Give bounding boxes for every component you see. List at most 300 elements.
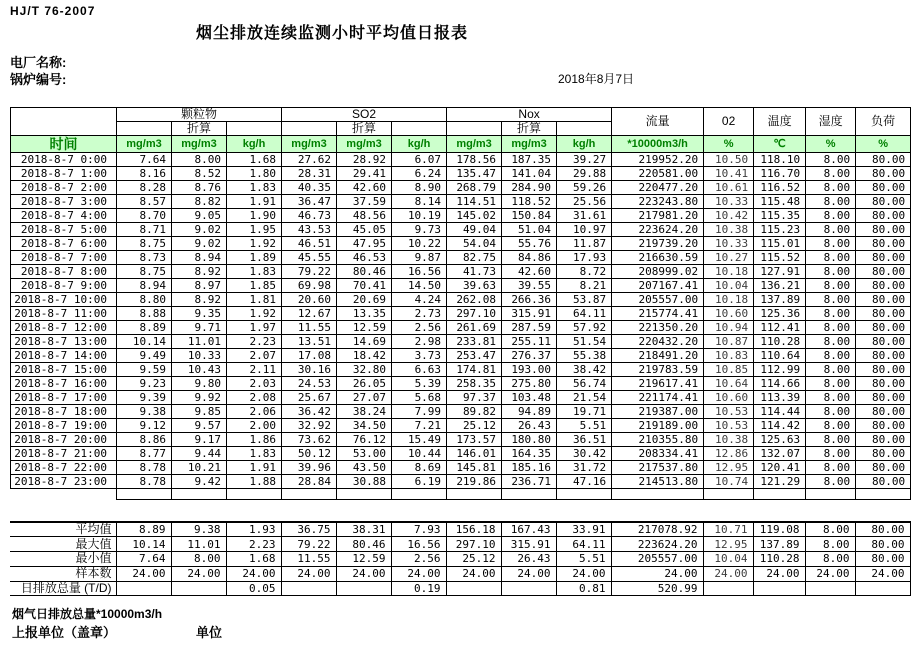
summary-label: 最小值 [10, 552, 116, 567]
value-cell: 10.61 [704, 181, 754, 195]
value-cell: 1.88 [227, 475, 282, 489]
value-cell: 110.64 [754, 349, 806, 363]
value-cell: 9.44 [172, 447, 227, 461]
value-cell: 8.72 [557, 265, 612, 279]
value-cell: 8.00 [806, 377, 856, 391]
value-cell: 10.14 [117, 335, 172, 349]
value-cell: 8.75 [117, 237, 172, 251]
value-cell: 8.86 [117, 433, 172, 447]
value-cell: 10.33 [704, 237, 754, 251]
value-cell: 275.80 [502, 377, 557, 391]
summary-value-cell: 36.75 [281, 522, 336, 537]
plant-name-label: 电厂名称: [10, 55, 67, 70]
report-date: 2018年8月7日 [558, 72, 635, 86]
value-cell: 1.68 [227, 153, 282, 167]
value-cell: 16.56 [392, 265, 447, 279]
unit-time-header: 时间 [11, 136, 117, 153]
value-cell: 1.83 [227, 447, 282, 461]
value-cell: 36.47 [282, 195, 337, 209]
value-cell: 8.71 [117, 223, 172, 237]
value-cell: 6.24 [392, 167, 447, 181]
value-cell: 287.59 [502, 321, 557, 335]
value-cell: 1.86 [227, 433, 282, 447]
value-cell: 9.38 [117, 405, 172, 419]
value-cell: 10.19 [392, 209, 447, 223]
time-cell: 2018-8-7 12:00 [11, 321, 117, 335]
summary-value-cell: 2.23 [226, 537, 281, 552]
value-cell: 2.06 [227, 405, 282, 419]
unit-cell: mg/m3 [282, 136, 337, 153]
value-cell: 9.39 [117, 391, 172, 405]
value-cell: 174.81 [447, 363, 502, 377]
value-cell: 53.87 [557, 293, 612, 307]
value-cell: 1.92 [227, 237, 282, 251]
value-cell: 8.00 [806, 209, 856, 223]
subheader-converted: 折算 [172, 122, 227, 136]
value-cell: 118.52 [502, 195, 557, 209]
group-header-pm: 颗粒物 [117, 108, 282, 122]
summary-value-cell: 25.12 [446, 552, 501, 567]
value-cell: 8.28 [117, 181, 172, 195]
value-cell: 8.00 [806, 265, 856, 279]
value-cell: 114.42 [754, 419, 806, 433]
value-cell: 89.82 [447, 405, 502, 419]
table-row [11, 251, 911, 265]
value-cell: 208999.02 [612, 265, 704, 279]
value-cell: 80.00 [856, 363, 911, 377]
summary-value-cell: 12.59 [336, 552, 391, 567]
summary-value-cell: 315.91 [501, 537, 556, 552]
value-cell: 29.41 [337, 167, 392, 181]
value-cell: 8.00 [806, 279, 856, 293]
value-cell: 2.11 [227, 363, 282, 377]
summary-value-cell: 64.11 [556, 537, 611, 552]
table-row [11, 279, 911, 293]
value-cell: 27.07 [337, 391, 392, 405]
value-cell: 2.23 [227, 335, 282, 349]
summary-value-cell: 1.68 [226, 552, 281, 567]
value-cell: 116.52 [754, 181, 806, 195]
summary-value-cell: 80.00 [855, 522, 910, 537]
value-cell: 10.42 [704, 209, 754, 223]
group-header-o2: 02 [704, 108, 754, 136]
value-cell: 46.73 [282, 209, 337, 223]
value-cell: 208334.41 [612, 447, 704, 461]
value-cell: 54.04 [447, 237, 502, 251]
summary-value-cell: 80.46 [336, 537, 391, 552]
time-cell: 2018-8-7 15:00 [11, 363, 117, 377]
blank-cell [856, 489, 911, 500]
summary-value-cell: 24.00 [611, 566, 703, 581]
table-row [11, 363, 911, 377]
value-cell: 8.00 [806, 237, 856, 251]
unit-cell: *10000m3/h [612, 136, 704, 153]
value-cell: 8.90 [392, 181, 447, 195]
value-cell: 8.80 [117, 293, 172, 307]
value-cell: 115.01 [754, 237, 806, 251]
time-cell: 2018-8-7 19:00 [11, 419, 117, 433]
value-cell: 9.71 [172, 321, 227, 335]
summary-value-cell: 33.91 [556, 522, 611, 537]
value-cell: 76.12 [337, 433, 392, 447]
time-cell: 2018-8-7 11:00 [11, 307, 117, 321]
value-cell: 132.07 [754, 447, 806, 461]
group-header-nox: Nox [447, 108, 612, 122]
value-cell: 112.41 [754, 321, 806, 335]
value-cell: 8.00 [806, 405, 856, 419]
value-cell: 9.87 [392, 251, 447, 265]
value-cell: 28.31 [282, 167, 337, 181]
summary-value-cell: 24.00 [116, 566, 171, 581]
table-row [11, 391, 911, 405]
summary-label: 最大值 [10, 537, 116, 552]
value-cell: 9.35 [172, 307, 227, 321]
table-row [11, 335, 911, 349]
value-cell: 8.73 [117, 251, 172, 265]
value-cell: 25.12 [447, 419, 502, 433]
value-cell: 6.63 [392, 363, 447, 377]
value-cell: 180.80 [502, 433, 557, 447]
value-cell: 219387.00 [612, 405, 704, 419]
summary-value-cell: 24.00 [753, 566, 805, 581]
value-cell: 10.41 [704, 167, 754, 181]
subheader-cell [282, 122, 337, 136]
value-cell: 47.95 [337, 237, 392, 251]
value-cell: 46.53 [337, 251, 392, 265]
unit-cell: kg/h [392, 136, 447, 153]
table-row [11, 307, 911, 321]
value-cell: 82.75 [447, 251, 502, 265]
value-cell: 47.16 [557, 475, 612, 489]
blank-cell [754, 489, 806, 500]
value-cell: 79.22 [282, 265, 337, 279]
summary-label: 样本数 [10, 566, 116, 581]
value-cell: 40.35 [282, 181, 337, 195]
subheader-converted: 折算 [337, 122, 392, 136]
value-cell: 17.93 [557, 251, 612, 265]
blank-cell [227, 489, 282, 500]
summary-value-cell: 167.43 [501, 522, 556, 537]
value-cell: 315.91 [502, 307, 557, 321]
value-cell: 9.02 [172, 237, 227, 251]
value-cell: 80.00 [856, 461, 911, 475]
summary-value-cell: 24.00 [281, 566, 336, 581]
value-cell: 120.41 [754, 461, 806, 475]
unit-cell: % [856, 136, 911, 153]
value-cell: 80.00 [856, 405, 911, 419]
value-cell: 39.96 [282, 461, 337, 475]
subheader-cell [392, 122, 447, 136]
value-cell: 24.53 [282, 377, 337, 391]
summary-value-cell: 7.93 [391, 522, 446, 537]
summary-value-cell [805, 581, 855, 596]
group-header-flow: 流量 [612, 108, 704, 136]
unit-cell: % [806, 136, 856, 153]
value-cell: 8.00 [806, 475, 856, 489]
value-cell: 145.02 [447, 209, 502, 223]
time-cell: 2018-8-7 4:00 [11, 209, 117, 223]
value-cell: 8.52 [172, 167, 227, 181]
value-cell: 221174.41 [612, 391, 704, 405]
value-cell: 32.80 [337, 363, 392, 377]
value-cell: 1.95 [227, 223, 282, 237]
summary-value-cell: 24.00 [855, 566, 910, 581]
value-cell: 114.66 [754, 377, 806, 391]
value-cell: 223243.80 [612, 195, 704, 209]
time-cell: 2018-8-7 14:00 [11, 349, 117, 363]
header-row-units [11, 136, 911, 153]
value-cell: 9.05 [172, 209, 227, 223]
time-cell: 2018-8-7 6:00 [11, 237, 117, 251]
summary-value-cell: 1.93 [226, 522, 281, 537]
table-row [11, 237, 911, 251]
value-cell: 10.33 [172, 349, 227, 363]
value-cell: 13.51 [282, 335, 337, 349]
value-cell: 10.60 [704, 391, 754, 405]
value-cell: 8.89 [117, 321, 172, 335]
summary-value-cell: 2.56 [391, 552, 446, 567]
summary-value-cell: 10.71 [703, 522, 753, 537]
subheader-cell [227, 122, 282, 136]
value-cell: 1.85 [227, 279, 282, 293]
value-cell: 1.90 [227, 209, 282, 223]
value-cell: 205557.00 [612, 293, 704, 307]
value-cell: 10.27 [704, 251, 754, 265]
value-cell: 9.73 [392, 223, 447, 237]
value-cell: 135.47 [447, 167, 502, 181]
subheader-converted: 折算 [502, 122, 557, 136]
value-cell: 10.64 [704, 377, 754, 391]
value-cell: 8.69 [392, 461, 447, 475]
table-row [11, 153, 911, 167]
unit-cell: kg/h [557, 136, 612, 153]
summary-value-cell: 24.00 [226, 566, 281, 581]
value-cell: 8.00 [806, 447, 856, 461]
value-cell: 2.56 [392, 321, 447, 335]
value-cell: 221350.20 [612, 321, 704, 335]
value-cell: 97.37 [447, 391, 502, 405]
value-cell: 10.87 [704, 335, 754, 349]
value-cell: 80.00 [856, 279, 911, 293]
value-cell: 42.60 [502, 265, 557, 279]
summary-label: 日排放总量 (T/D) [10, 581, 116, 596]
value-cell: 115.23 [754, 223, 806, 237]
time-header-spacer [11, 108, 117, 136]
time-cell: 2018-8-7 21:00 [11, 447, 117, 461]
value-cell: 136.21 [754, 279, 806, 293]
value-cell: 12.86 [704, 447, 754, 461]
value-cell: 10.18 [704, 293, 754, 307]
value-cell: 46.51 [282, 237, 337, 251]
value-cell: 11.87 [557, 237, 612, 251]
value-cell: 28.92 [337, 153, 392, 167]
value-cell: 8.94 [117, 279, 172, 293]
value-cell: 2.08 [227, 391, 282, 405]
summary-value-cell: 24.00 [501, 566, 556, 581]
value-cell: 45.05 [337, 223, 392, 237]
table-row [11, 181, 911, 195]
blank-cell [172, 489, 227, 500]
value-cell: 10.33 [704, 195, 754, 209]
summary-value-cell: 223624.20 [611, 537, 703, 552]
value-cell: 268.79 [447, 181, 502, 195]
time-cell: 2018-8-7 20:00 [11, 433, 117, 447]
value-cell: 11.01 [172, 335, 227, 349]
value-cell: 8.88 [117, 307, 172, 321]
summary-value-cell [116, 581, 171, 596]
blank-cell [337, 489, 392, 500]
summary-value-cell: 10.04 [703, 552, 753, 567]
flue-gas-total-label: 烟气日排放总量*10000m3/h [12, 607, 163, 621]
value-cell: 137.89 [754, 293, 806, 307]
value-cell: 8.00 [806, 335, 856, 349]
value-cell: 80.00 [856, 433, 911, 447]
value-cell: 8.78 [117, 475, 172, 489]
time-cell: 2018-8-7 3:00 [11, 195, 117, 209]
value-cell: 51.54 [557, 335, 612, 349]
value-cell: 10.74 [704, 475, 754, 489]
value-cell: 80.00 [856, 419, 911, 433]
value-cell: 8.97 [172, 279, 227, 293]
table-row [11, 209, 911, 223]
unit-cell: mg/m3 [172, 136, 227, 153]
value-cell: 10.53 [704, 419, 754, 433]
value-cell: 80.00 [856, 265, 911, 279]
unit-cell: mg/m3 [337, 136, 392, 153]
time-cell: 2018-8-7 0:00 [11, 153, 117, 167]
value-cell: 14.50 [392, 279, 447, 293]
value-cell: 8.00 [806, 153, 856, 167]
time-cell: 2018-8-7 7:00 [11, 251, 117, 265]
value-cell: 219952.20 [612, 153, 704, 167]
value-cell: 255.11 [502, 335, 557, 349]
group-header-so2: SO2 [282, 108, 447, 122]
summary-value-cell: 38.31 [336, 522, 391, 537]
subheader-cell [117, 122, 172, 136]
value-cell: 55.76 [502, 237, 557, 251]
value-cell: 18.42 [337, 349, 392, 363]
summary-value-cell: 11.01 [171, 537, 226, 552]
value-cell: 10.18 [704, 265, 754, 279]
value-cell: 80.00 [856, 195, 911, 209]
value-cell: 19.71 [557, 405, 612, 419]
value-cell: 121.29 [754, 475, 806, 489]
value-cell: 59.26 [557, 181, 612, 195]
value-cell: 8.00 [806, 363, 856, 377]
summary-value-cell: 0.05 [226, 581, 281, 596]
value-cell: 26.05 [337, 377, 392, 391]
time-cell: 2018-8-7 10:00 [11, 293, 117, 307]
summary-label: 平均值 [10, 522, 116, 537]
value-cell: 8.92 [172, 265, 227, 279]
summary-value-cell: 297.10 [446, 537, 501, 552]
table-row [11, 475, 911, 489]
value-cell: 1.80 [227, 167, 282, 181]
value-cell: 49.04 [447, 223, 502, 237]
unit-cell: mg/m3 [502, 136, 557, 153]
value-cell: 10.44 [392, 447, 447, 461]
value-cell: 80.00 [856, 209, 911, 223]
value-cell: 141.04 [502, 167, 557, 181]
blank-cell [612, 489, 704, 500]
value-cell: 4.24 [392, 293, 447, 307]
value-cell: 193.00 [502, 363, 557, 377]
value-cell: 73.62 [282, 433, 337, 447]
value-cell: 5.51 [557, 419, 612, 433]
value-cell: 48.56 [337, 209, 392, 223]
unit-cell: % [704, 136, 754, 153]
value-cell: 110.28 [754, 335, 806, 349]
value-cell: 5.39 [392, 377, 447, 391]
summary-value-cell: 11.55 [281, 552, 336, 567]
value-cell: 125.63 [754, 433, 806, 447]
value-cell: 1.91 [227, 195, 282, 209]
value-cell: 7.99 [392, 405, 447, 419]
value-cell: 27.62 [282, 153, 337, 167]
summary-value-cell: 5.51 [556, 552, 611, 567]
value-cell: 8.00 [806, 293, 856, 307]
time-cell: 2018-8-7 17:00 [11, 391, 117, 405]
value-cell: 2.98 [392, 335, 447, 349]
blank-cell [392, 489, 447, 500]
value-cell: 38.42 [557, 363, 612, 377]
value-cell: 69.98 [282, 279, 337, 293]
value-cell: 8.78 [117, 461, 172, 475]
value-cell: 8.77 [117, 447, 172, 461]
value-cell: 15.49 [392, 433, 447, 447]
value-cell: 217981.20 [612, 209, 704, 223]
summary-value-cell: 24.00 [703, 566, 753, 581]
summary-value-cell: 8.89 [116, 522, 171, 537]
value-cell: 1.83 [227, 265, 282, 279]
value-cell: 8.92 [172, 293, 227, 307]
value-cell: 115.52 [754, 251, 806, 265]
table-row [11, 447, 911, 461]
value-cell: 80.00 [856, 335, 911, 349]
summary-value-cell [855, 581, 910, 596]
time-cell: 2018-8-7 1:00 [11, 167, 117, 181]
value-cell: 7.21 [392, 419, 447, 433]
value-cell: 10.50 [704, 153, 754, 167]
value-cell: 10.60 [704, 307, 754, 321]
value-cell: 223624.20 [612, 223, 704, 237]
blank-cell [557, 489, 612, 500]
table-row [11, 461, 911, 475]
value-cell: 39.63 [447, 279, 502, 293]
blank-cell [117, 489, 172, 500]
value-cell: 10.38 [704, 433, 754, 447]
value-cell: 9.02 [172, 223, 227, 237]
page-title: 烟尘排放连续监测小时平均值日报表 [196, 25, 469, 42]
value-cell: 29.88 [557, 167, 612, 181]
unit-cell: kg/h [227, 136, 282, 153]
summary-value-cell: 79.22 [281, 537, 336, 552]
value-cell: 38.24 [337, 405, 392, 419]
value-cell: 9.80 [172, 377, 227, 391]
value-cell: 13.35 [337, 307, 392, 321]
value-cell: 8.70 [117, 209, 172, 223]
value-cell: 8.00 [806, 419, 856, 433]
table-row [11, 321, 911, 335]
summary-value-cell: 24.00 [391, 566, 446, 581]
value-cell: 2.73 [392, 307, 447, 321]
value-cell: 9.17 [172, 433, 227, 447]
value-cell: 25.56 [557, 195, 612, 209]
value-cell: 284.90 [502, 181, 557, 195]
value-cell: 178.56 [447, 153, 502, 167]
value-cell: 80.00 [856, 237, 911, 251]
summary-value-cell: 8.00 [805, 522, 855, 537]
